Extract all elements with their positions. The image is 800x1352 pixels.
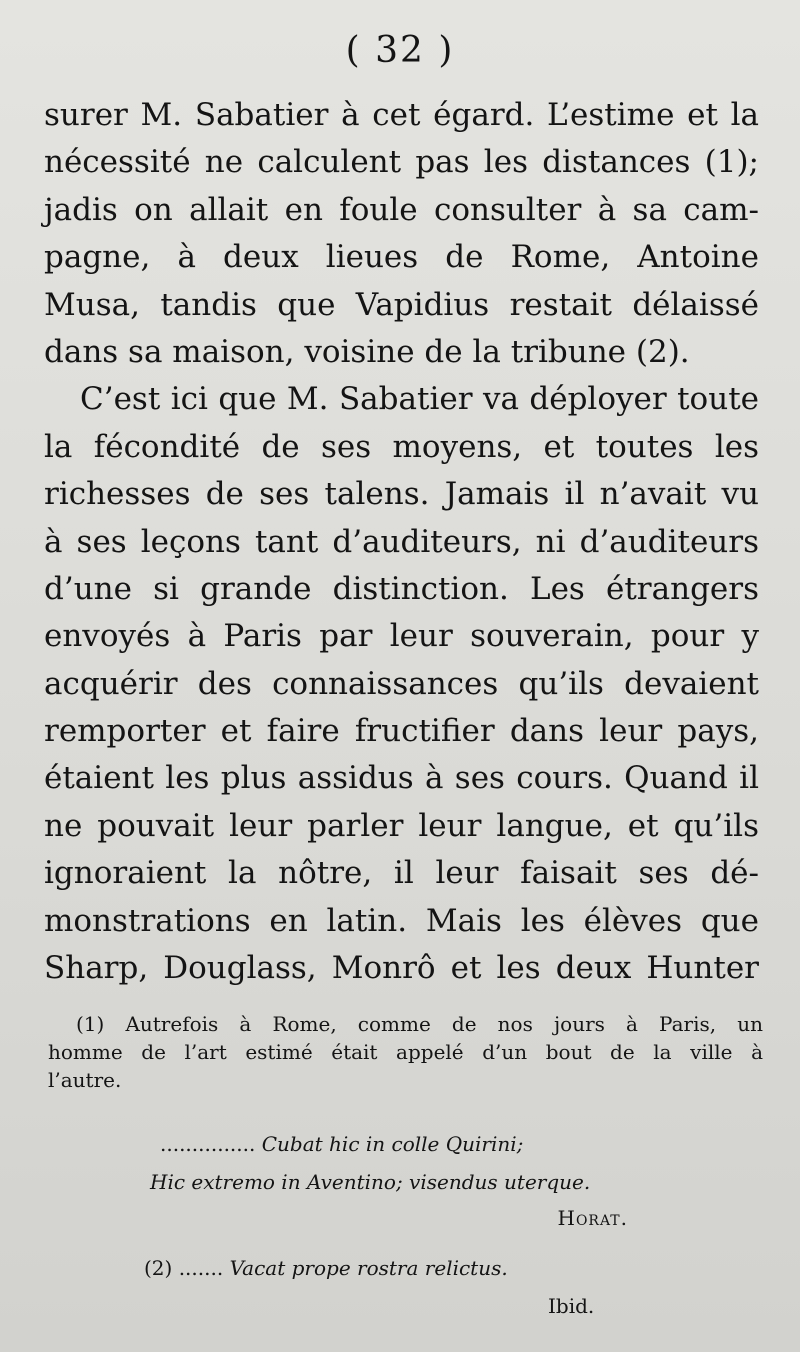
- body-line: envoyés à Paris par leur souverain, pour y: [44, 618, 759, 655]
- body-line: dans sa maison, voisine de la tribune (2).: [44, 333, 690, 370]
- footnote-2: [48, 1256, 800, 1280]
- body-line: surer M. Sabatier à cet égard. L’estime et la: [44, 97, 759, 133]
- body-line: richesses de ses talens. Jamais il n’avait vu: [44, 476, 759, 513]
- verse-text: Cubat hic in colle Quirini;: [261, 1132, 524, 1156]
- verse-attribution: Horat.: [557, 1206, 628, 1230]
- body-line: monstrations en latin. Mais les élèves que: [44, 902, 759, 939]
- body-line: d’une si grande distinction. Les étrangers: [44, 570, 759, 607]
- footnotes: [48, 1010, 763, 1318]
- body-line: Musa, tandis que Vapidius restait délaissé: [44, 286, 759, 323]
- body-line: Sharp, Douglass, Monrô et les deux Hunter: [44, 950, 759, 987]
- body-line: ignoraient la nôtre, il leur faisait ses dé-: [44, 855, 759, 892]
- body-line: pagne, à deux lieues de Rome, Antoine: [44, 239, 759, 276]
- body-line: jadis on allait en foule consulter à sa cam-: [44, 191, 759, 228]
- body-text: [44, 92, 759, 992]
- verse-attribution: Ibid.: [548, 1294, 595, 1318]
- verse-line: Hic extremo in Aventino; visendus uterque.: [150, 1170, 591, 1194]
- body-line: ne pouvait leur parler leur langue, et qu’ils: [44, 807, 759, 844]
- footnote-marker: (2): [144, 1256, 173, 1280]
- page-number: ( 32 ): [345, 30, 455, 71]
- body-line: C’est ici que M. Sabatier va déployer toute: [80, 381, 759, 418]
- footnote-dots: .......: [178, 1256, 224, 1280]
- footnote-line: homme de l’art estimé était appelé d’un bout de la ville à: [48, 1040, 763, 1064]
- footnote-quote: Vacat prope rostra relictus.: [229, 1256, 508, 1280]
- footnote-line: (1) Autrefois à Rome, comme de nos jours à Paris, un: [76, 1012, 763, 1036]
- verse-dots: ...............: [160, 1132, 256, 1156]
- footnote-line: l’autre.: [48, 1068, 122, 1092]
- body-line: à ses leçons tant d’auditeurs, ni d’auditeurs: [44, 523, 759, 560]
- body-line: nécessité ne calculent pas les distances (1);: [44, 144, 759, 181]
- body-line: la fécondité de ses moyens, et toutes les: [44, 428, 759, 465]
- body-line: acquérir des connaissances qu’ils devaient: [44, 665, 759, 702]
- verse-line: [48, 1132, 800, 1156]
- body-line: étaient les plus assidus à ses cours. Quand il: [44, 760, 759, 797]
- body-line: remporter et faire fructifier dans leur pays,: [44, 713, 759, 750]
